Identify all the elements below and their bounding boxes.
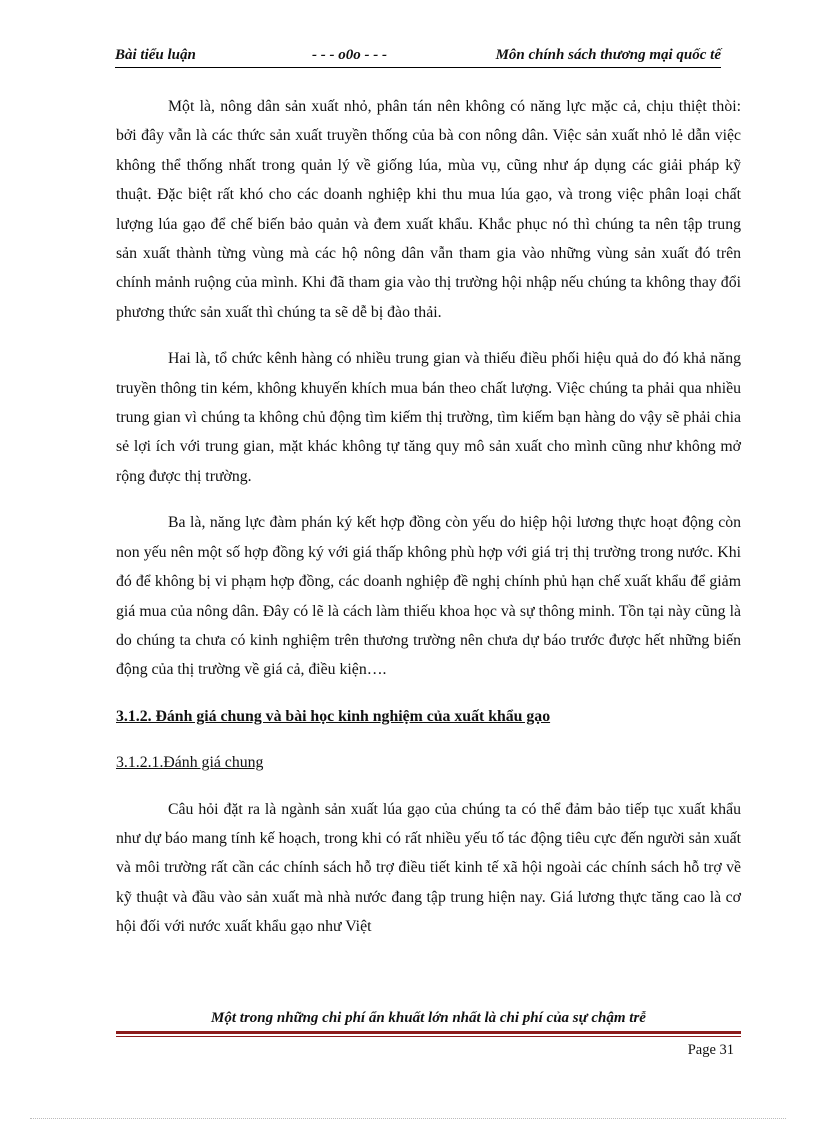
document-body <box>116 92 741 942</box>
footer-rule-thin <box>116 1036 741 1037</box>
subsection-heading: 3.1.2.1.Đánh giá chung <box>116 754 264 772</box>
header-left-title: Bài tiểu luận <box>115 47 196 63</box>
page-edge-divider <box>30 1118 786 1119</box>
section-heading: 3.1.2. Đánh giá chung và bài học kinh nghiệm của xuất khẩu gạo <box>116 707 551 725</box>
page-number: Page 31 <box>687 1042 734 1058</box>
paragraph-3: Ba là, năng lực đàm phán ký kết hợp đồng còn yếu do hiệp hội lương thực hoạt động còn non yếu nên một số hợp đồng ký với giá thấp không phù hợp với giá trị thị trường trong nước. Khi đó để không bị vi phạm hợp đồng, các doanh nghiệp đề nghị chính phủ hạn chế xuất khẩu để giảm giá mua của nông dân. Đây có lẽ là cách làm thiếu khoa học và sự thông minh. Tồn tại này cũng là do chúng ta chưa có kinh nghiệm trên thương trường nên chưa dự báo trước được hết những biến động của thị trường về giá cả, điều kiện…. <box>116 514 741 679</box>
header-ornament: - - - o0o - - - <box>312 47 387 63</box>
page-header <box>115 45 721 68</box>
paragraph-1: Một là, nông dân sản xuất nhỏ, phân tán nên không có năng lực mặc cả, chịu thiệt thòi: bởi đây vẫn là các thức sản xuất truyền thống của bà con nông dân. Việc sản xuất nhỏ lẻ dẫn việc không thể thống nhất trong quản lý về giống lúa, mùa vụ, cũng như áp dụng các giải pháp kỹ thuật. Đặc biệt rất khó cho các doanh nghiệp khi thu mua lúa gạo, và trong việc phân loại chất lượng lúa gạo để chế biến bảo quản và đem xuất khẩu. Khắc phục nó thì chúng ta nên tập trung sản xuất thành từng vùng mà các hộ nông dân vẫn tham gia vào những vùng sản xuất đó trên chính mảnh ruộng của mình. Khi đã tham gia vào thị trường hội nhập nếu chúng ta không thay đổi phương thức sản xuất thì chúng ta sẽ dễ bị đào thải. <box>116 98 741 321</box>
footer-rule-thick <box>116 1031 741 1034</box>
header-course-title: Môn chính sách thương mại quốc tế <box>495 47 721 63</box>
paragraph-4: Câu hỏi đặt ra là ngành sản xuất lúa gạo của chúng ta có thể đảm bảo tiếp tục xuất khẩu như dự báo mang tính kế hoạch, trong khi có rất nhiều yếu tố tác động tiêu cực đến người sản xuất và môi trường rất cần các chính sách hỗ trợ điều tiết kinh tế xã hội ngoài các chính sách hỗ trợ về kỹ thuật và đầu vào sản xuất mà nhà nước đang tập trung hiện nay. Giá lương thực tăng cao là cơ hội đối với nước xuất khẩu gạo như Việt <box>116 800 741 936</box>
paragraph-2: Hai là, tổ chức kênh hàng có nhiều trung gian và thiếu điều phối hiệu quả do đó khả năng truyền thông tin kém, không khuyến khích mua bán theo chất lượng. Việc chúng ta phải qua nhiều trung gian vì chúng ta không chủ động tìm kiếm thị trường, tìm kiếm bạn hàng do vậy sẽ phải chia sẻ lợi ích với trung gian, mặt khác không tự tăng quy mô sản xuất cho mình cũng như không mở rộng được thị trường. <box>116 350 741 485</box>
footer-quote: Một trong những chi phí ẩn khuất lớn nhất là chi phí của sự chậm trễ <box>211 1010 646 1026</box>
